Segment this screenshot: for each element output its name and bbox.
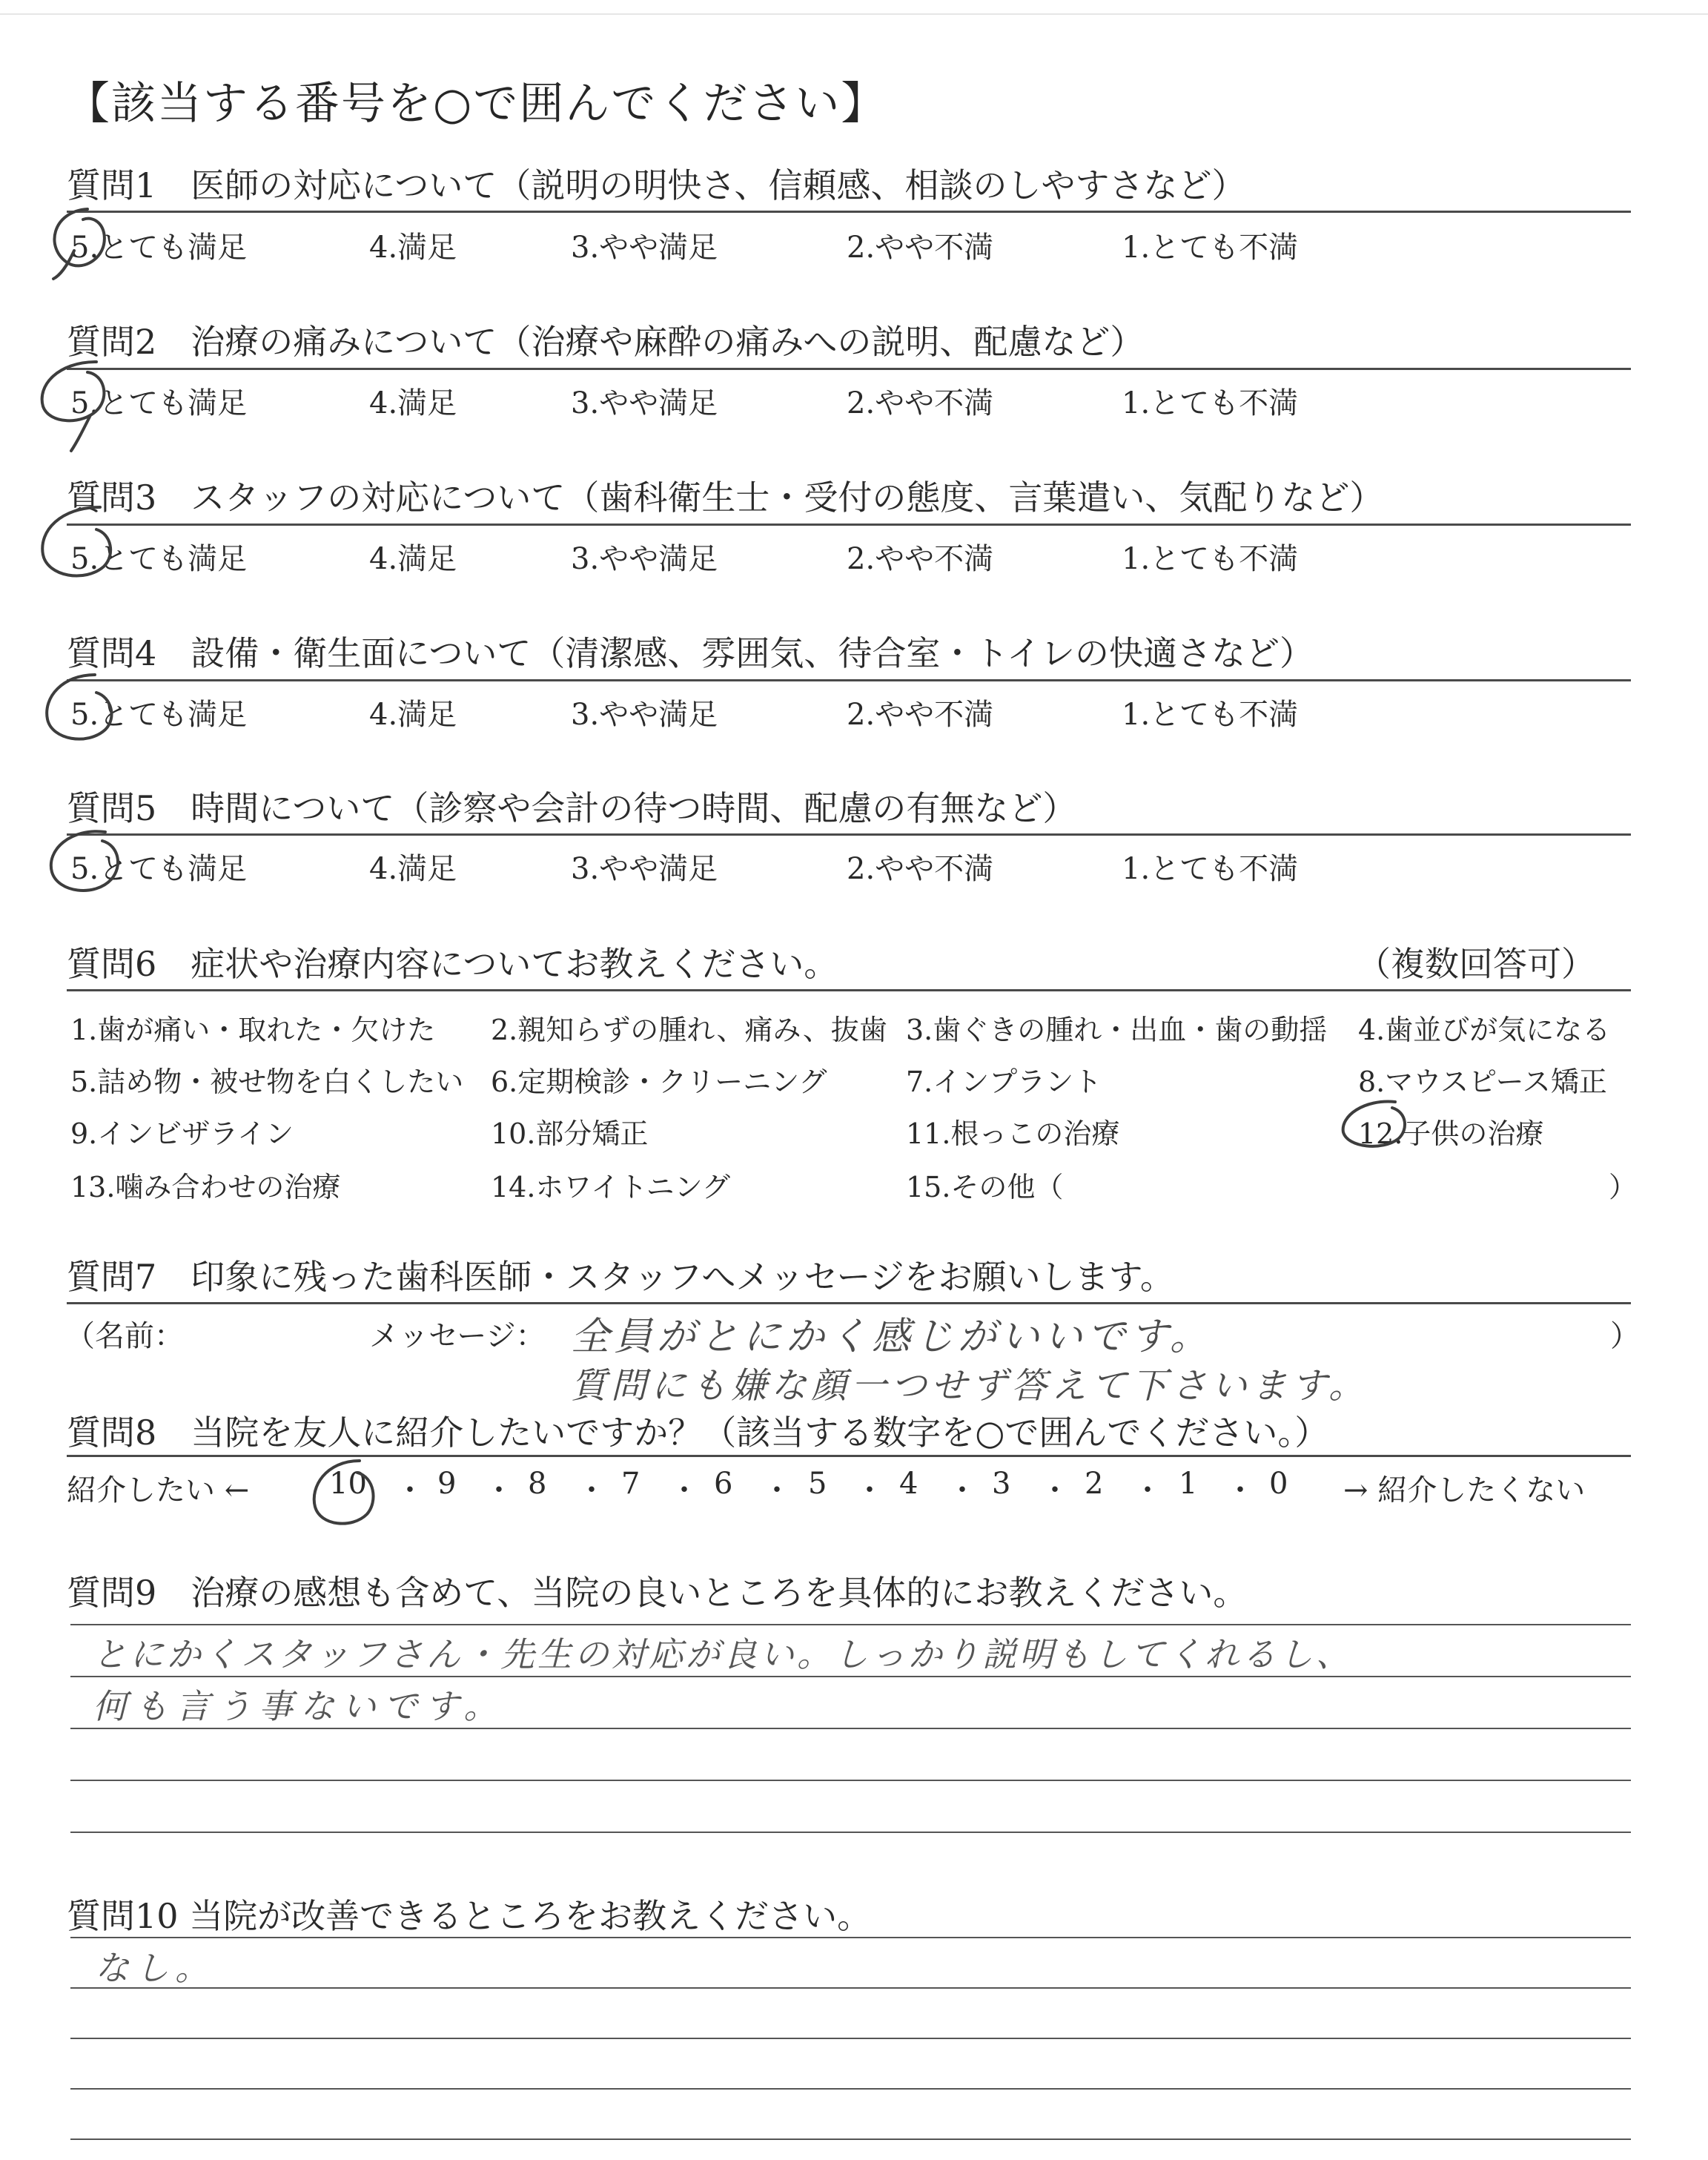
q8-right-label: → 紹介したくない <box>1343 1473 1586 1507</box>
q9-answer-text-1: とにかくスタッフさん・先生の対応が良い。しっかり説明もしてくれるし、 <box>93 1634 1353 1674</box>
q4-option-4[interactable]: 4.満足 <box>369 698 457 732</box>
q6-item-14[interactable]: 14.ホワイトニング <box>491 1171 731 1203</box>
q6-item-3[interactable]: 3.歯ぐきの腫れ・出血・歯の動揺 <box>906 1014 1328 1046</box>
q6-item-5[interactable]: 5.詰め物・被せ物を白くしたい <box>70 1066 464 1098</box>
q5-option-1[interactable]: 1.とても不満 <box>1122 852 1299 886</box>
q8-scale-8[interactable]: 8 <box>528 1467 547 1501</box>
q9-answer-line <box>70 1780 1631 1781</box>
q10-answer-line <box>70 1937 1631 1938</box>
q8-rule <box>67 1455 1631 1457</box>
q6-item-6[interactable]: 6.定期検診・クリーニング <box>491 1066 827 1098</box>
q10-answer-line <box>70 1987 1631 1989</box>
q2-option-4[interactable]: 4.満足 <box>369 386 457 420</box>
q2-title: 質問2 治療の痛みについて（治療や麻酔の痛みへの説明、配慮など） <box>67 322 1145 362</box>
q3-option-4[interactable]: 4.満足 <box>369 542 457 576</box>
q6-item-10[interactable]: 10.部分矯正 <box>491 1117 649 1150</box>
q5-option-2[interactable]: 2.やや不満 <box>847 852 994 886</box>
q3-rule <box>67 524 1631 526</box>
q3-option-2[interactable]: 2.やや不満 <box>847 542 994 576</box>
q6-item-15[interactable]: 15.その他（ <box>906 1171 1064 1203</box>
q4-title: 質問4 設備・衛生面について（清潔感、雰囲気、待合室・トイレの快適さなど） <box>67 633 1314 673</box>
q7-message-label: メッセージ： <box>369 1319 546 1353</box>
q8-dot: ・ <box>484 1473 514 1507</box>
q8-scale-1[interactable]: 1 <box>1179 1467 1198 1501</box>
q1-option-2[interactable]: 2.やや不満 <box>847 231 994 265</box>
q6-rule <box>67 989 1631 991</box>
scan-edge <box>0 13 1708 15</box>
q5-option-4[interactable]: 4.満足 <box>369 852 457 886</box>
q2-option-3[interactable]: 3.やや満足 <box>571 386 718 420</box>
q8-title: 質問8 当院を友人に紹介したいですか？（該当する数字を○で囲んでください。） <box>67 1413 1329 1453</box>
q4-option-5[interactable]: 5.とても満足 <box>70 698 248 732</box>
q1-title: 質問1 医師の対応について（説明の明快さ、信頼感、相談のしやすさなど） <box>67 165 1246 205</box>
q8-scale-6[interactable]: 6 <box>714 1467 733 1501</box>
q1-option-3[interactable]: 3.やや満足 <box>571 231 718 265</box>
instruction-header: 【該当する番号を○で囲んでください】 <box>65 78 887 130</box>
q8-scale-2[interactable]: 2 <box>1085 1467 1104 1501</box>
q8-scale-7[interactable]: 7 <box>621 1467 640 1501</box>
q7-title: 質問7 印象に残った歯科医師・スタッフへメッセージをお願いします。 <box>67 1257 1174 1297</box>
q6-item-8[interactable]: 8.マウスピース矯正 <box>1358 1066 1607 1098</box>
q3-title: 質問3 スタッフの対応について（歯科衛生士・受付の態度、言葉遣い、気配りなど） <box>67 478 1384 518</box>
q8-scale-5[interactable]: 5 <box>808 1467 827 1501</box>
q6-item-7[interactable]: 7.インプラント <box>906 1066 1102 1098</box>
q4-option-3[interactable]: 3.やや満足 <box>571 698 718 732</box>
q1-option-1[interactable]: 1.とても不満 <box>1122 231 1299 265</box>
q7-message-line-2: 質問にも嫌な顔一つせず答えて下さいます。 <box>571 1365 1369 1407</box>
q8-dot: ・ <box>1133 1473 1162 1507</box>
q6-item-1[interactable]: 1.歯が痛い・取れた・欠けた <box>70 1014 436 1046</box>
q9-answer-text-2: 何も言う事ないです。 <box>93 1686 506 1726</box>
q7-close-paren: ） <box>1610 1319 1640 1353</box>
q8-scale-4[interactable]: 4 <box>899 1467 918 1501</box>
q10-answer-line <box>70 2038 1631 2039</box>
q8-dot: ・ <box>855 1473 884 1507</box>
q3-option-5[interactable]: 5.とても満足 <box>70 542 248 576</box>
q8-dot: ・ <box>1040 1473 1070 1507</box>
q6-title: 質問6 症状や治療内容についてお教えください。 <box>67 944 838 984</box>
q2-option-2[interactable]: 2.やや不満 <box>847 386 994 420</box>
q9-title: 質問9 治療の感想も含めて、当院の良いところを具体的にお教えください。 <box>67 1573 1248 1613</box>
q8-scale-3[interactable]: 3 <box>992 1467 1011 1501</box>
q8-scale-0[interactable]: 0 <box>1269 1467 1288 1501</box>
q8-dot: ・ <box>669 1473 699 1507</box>
q5-rule <box>67 833 1631 836</box>
q1-option-4[interactable]: 4.満足 <box>369 231 457 265</box>
q8-left-label: 紹介したい ← <box>67 1473 250 1507</box>
q1-option-5[interactable]: 5.とても満足 <box>70 231 248 265</box>
q6-item-13[interactable]: 13.噛み合わせの治療 <box>70 1171 341 1203</box>
q7-name-label: （名前： <box>65 1319 184 1353</box>
q8-scale-9[interactable]: 9 <box>437 1467 457 1501</box>
q8-dot: ・ <box>395 1473 425 1507</box>
q5-option-3[interactable]: 3.やや満足 <box>571 852 718 886</box>
q5-option-5[interactable]: 5.とても満足 <box>70 852 248 886</box>
q8-dot: ・ <box>762 1473 792 1507</box>
q6-note: （複数回答可） <box>1357 944 1595 984</box>
q2-option-1[interactable]: 1.とても不満 <box>1122 386 1299 420</box>
q10-answer-line <box>70 2138 1631 2140</box>
q6-item-4[interactable]: 4.歯並びが気になる <box>1358 1014 1611 1046</box>
q6-item-9[interactable]: 9.インビザライン <box>70 1117 294 1150</box>
q4-option-2[interactable]: 2.やや不満 <box>847 698 994 732</box>
q6-item-15-close: ） <box>1609 1171 1638 1203</box>
q1-rule <box>67 211 1631 213</box>
q9-answer-line <box>70 1624 1631 1625</box>
q7-message-line-1: 全員がとにかく感じがいいです。 <box>571 1315 1213 1359</box>
q3-option-3[interactable]: 3.やや満足 <box>571 542 718 576</box>
q8-dot: ・ <box>577 1473 606 1507</box>
q5-title: 質問5 時間について（診察や会計の待つ時間、配慮の有無など） <box>67 788 1077 828</box>
q8-scale-10[interactable]: 10 <box>329 1467 367 1501</box>
q2-rule <box>67 368 1631 370</box>
q9-answer-line <box>70 1832 1631 1833</box>
q6-item-12[interactable]: 12.子供の治療 <box>1358 1117 1544 1150</box>
q6-item-2[interactable]: 2.親知らずの腫れ、痛み、抜歯 <box>491 1014 887 1046</box>
q3-option-1[interactable]: 1.とても不満 <box>1122 542 1299 576</box>
q6-item-11[interactable]: 11.根っこの治療 <box>906 1117 1120 1150</box>
q4-option-1[interactable]: 1.とても不満 <box>1122 698 1299 732</box>
q7-rule <box>67 1302 1631 1304</box>
q2-option-5[interactable]: 5.とても満足 <box>70 386 248 420</box>
q8-dot: ・ <box>1225 1473 1255 1507</box>
q10-answer-text: なし。 <box>95 1948 215 1988</box>
q4-rule <box>67 679 1631 681</box>
q10-answer-line <box>70 2088 1631 2090</box>
q10-title: 質問10 当院が改善できるところをお教えください。 <box>67 1896 872 1936</box>
q8-dot: ・ <box>947 1473 977 1507</box>
